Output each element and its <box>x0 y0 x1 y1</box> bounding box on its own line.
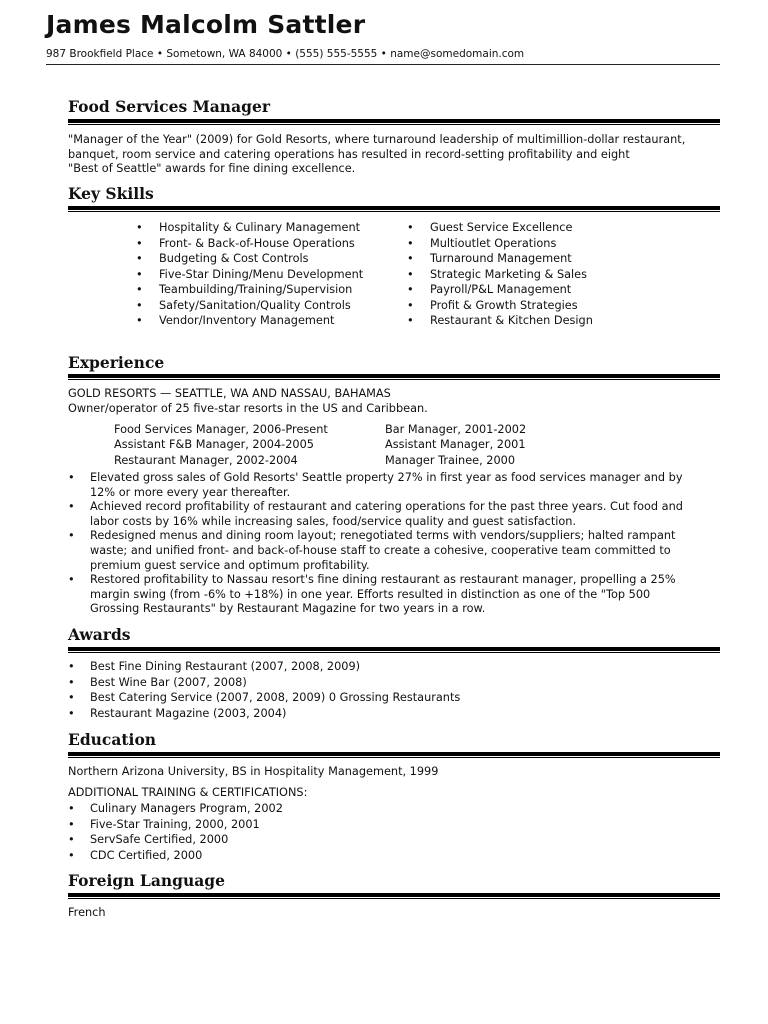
positions-right <box>385 422 526 468</box>
section-divider-education <box>68 752 720 756</box>
section-title-awards: Awards <box>68 625 131 644</box>
header-divider <box>46 64 720 65</box>
section-title-experience: Experience <box>68 353 165 372</box>
skill-item: • Guest Service Excellence <box>407 220 593 236</box>
company-name: GOLD RESORTS — SEATTLE, WA AND NASSAU, BAHAMAS <box>68 387 391 400</box>
training-item: • ServSafe Certified, 2000 <box>68 832 283 848</box>
skill-item: • Turnaround Management <box>407 251 593 267</box>
section-divider-awards <box>68 647 720 651</box>
section-divider-skills <box>68 206 720 210</box>
position-item: Restaurant Manager, 2002-2004 <box>114 453 298 467</box>
skill-item: • Multioutlet Operations <box>407 236 593 252</box>
summary-line: "Manager of the Year" (2009) for Gold Resorts, where turnaround leadership of multimillion-dollar restaurant, <box>68 133 686 146</box>
position-item: Assistant F&B Manager, 2004-2005 <box>114 438 314 452</box>
candidate-name: James Malcolm Sattler <box>46 10 366 39</box>
language-value: French <box>68 906 106 919</box>
summary-text <box>68 133 685 177</box>
skill-item: • Safety/Sanitation/Quality Controls <box>136 298 363 314</box>
skill-item: • Vendor/Inventory Management <box>136 313 363 329</box>
education-degree: Northern Arizona University, BS in Hospitality Management, 1999 <box>68 765 439 778</box>
position-item: Assistant Manager, 2001 <box>385 438 526 452</box>
training-item: • Five-Star Training, 2000, 2001 <box>68 817 283 833</box>
training-list <box>68 801 283 863</box>
skill-item: • Payroll/P&L Management <box>407 282 593 298</box>
skill-item: • Strategic Marketing & Sales <box>407 267 593 283</box>
award-item: • Restaurant Magazine (2003, 2004) <box>68 706 460 722</box>
section-divider-summary <box>68 119 720 123</box>
skill-item: • Restaurant & Kitchen Design <box>407 313 593 329</box>
contact-line: 987 Brookfield Place • Sometown, WA 84000 • (555) 555-5555 • name@somedomain.com <box>46 48 525 60</box>
experience-achievements <box>68 471 683 617</box>
award-item: • Best Catering Service (2007, 2008, 2009) 0 Grossing Restaurants <box>68 690 460 706</box>
skill-item: • Budgeting & Cost Controls <box>136 251 363 267</box>
position-item: Food Services Manager, 2006-Present <box>114 423 328 436</box>
company-description: Owner/operator of 25 five-star resorts in the US and Caribbean. <box>68 401 428 415</box>
achievement-item: • Achieved record profitability of restaurant and catering operations for the past three years. Cut food and labor costs by 16% while increasing sales, food/service quality and guest satisfaction. <box>68 500 683 529</box>
training-item: • CDC Certified, 2000 <box>68 848 283 864</box>
skill-item: • Five-Star Dining/Menu Development <box>136 267 363 283</box>
achievement-item: • Restored profitability to Nassau resort's fine dining restaurant as restaurant manager, propelling a 25% margin swing (from -6% to +18%) in one year. Efforts resulted in distinction as one of the "Top 500 Grossing Restaurants" by Restaurant Magazine for two years in a row. <box>68 573 683 617</box>
achievement-item: • Elevated gross sales of Gold Resorts' Seattle property 27% in first year as food services manager and by 12% or more every year thereafter. <box>68 471 683 500</box>
summary-line: banquet, room service and catering operations has resulted in record-setting profitability and eight <box>68 147 630 161</box>
section-title-education: Education <box>68 730 157 749</box>
section-title-skills: Key Skills <box>68 184 154 203</box>
skill-item: • Hospitality & Culinary Management <box>136 220 363 236</box>
skill-item: • Teambuilding/Training/Supervision <box>136 282 363 298</box>
section-divider-experience <box>68 374 720 378</box>
section-title-summary: Food Services Manager <box>68 97 270 116</box>
summary-line: "Best of Seattle" awards for fine dining excellence. <box>68 162 356 176</box>
position-item: Manager Trainee, 2000 <box>385 453 516 467</box>
skills-list-right <box>407 220 593 329</box>
award-item: • Best Wine Bar (2007, 2008) <box>68 675 460 691</box>
training-item: • Culinary Managers Program, 2002 <box>68 801 283 817</box>
positions-left <box>114 422 328 468</box>
awards-list <box>68 659 460 721</box>
section-divider-language <box>68 893 720 897</box>
skill-item: • Profit & Growth Strategies <box>407 298 593 314</box>
achievement-item: • Redesigned menus and dining room layout; renegotiated terms with vendors/suppliers; halted rampant waste; and unified front- and back-of-house staff to create a cohesive, cooperative team committed to premium guest service and optimum profitability. <box>68 529 683 573</box>
skill-item: • Front- & Back-of-House Operations <box>136 236 363 252</box>
experience-company-block <box>68 387 428 416</box>
skills-list-left <box>136 220 363 329</box>
award-item: • Best Fine Dining Restaurant (2007, 2008, 2009) <box>68 659 460 675</box>
section-title-language: Foreign Language <box>68 871 225 890</box>
training-heading: ADDITIONAL TRAINING & CERTIFICATIONS: <box>68 786 308 799</box>
position-item: Bar Manager, 2001-2002 <box>385 423 527 436</box>
